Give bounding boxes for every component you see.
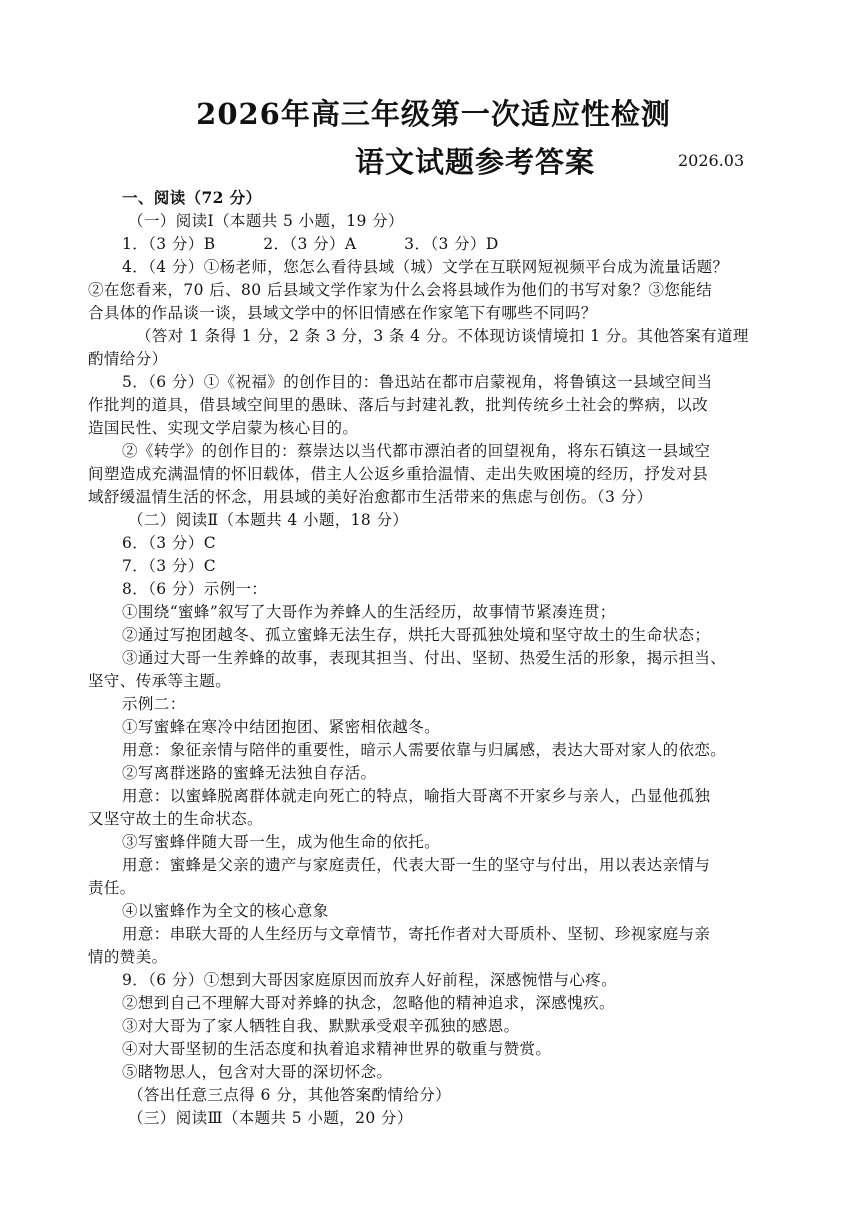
answer-line-q8: 责任。 (88, 879, 136, 897)
answer-line-q8: 示例二： (122, 695, 186, 713)
answer-line-q5: 造国民性、实现文学启蒙为核心目的。 (88, 419, 359, 437)
answer-line-q8: ②通过写抱团越冬、孤立蜜蜂无法生存，烘托大哥孤独处境和坚守故土的生命状态； (122, 626, 711, 644)
answer-line-q8: ③通过大哥一生养蜂的故事，表现其担当、付出、坚韧、热爱生活的形象，揭示担当、 (122, 649, 727, 667)
answer-line-q9: ②想到自己不理解大哥对养蜂的执念，忽略他的精神追求，深感愧疚。 (122, 994, 615, 1012)
answer-line-q8: 又坚守故土的生命状态。 (88, 810, 263, 828)
answer-line-q5: 作批判的道具，借县域空间里的愚昧、落后与封建礼教，批判传统乡土社会的弊病，以改 (88, 396, 709, 414)
answer-line-q9: ④对大哥坚韧的生活态度和执着追求精神世界的敬重与赞赏。 (122, 1040, 552, 1058)
answer-line-q9: 9．（6 分）①想到大哥因家庭原因而放弃人好前程，深感惋惜与心疼。 (122, 971, 618, 989)
answer-line-q6: 6．（3 分）C (122, 534, 216, 552)
answer-line-q5: 域舒缓温情生活的怀念，用县域的美好治愈都市生活带来的焦虑与创伤。（3 分） (88, 488, 653, 506)
answer-line-q8: 用意：象征亲情与陪伴的重要性，暗示人需要依靠与归属感，表达大哥对家人的依恋。 (122, 741, 727, 759)
answer-line-q1-3: 1．（3 分）B 2．（3 分）A 3．（3 分）D (122, 235, 499, 253)
answer-line-q8: 用意：以蜜蜂脱离群体就走向死亡的特点，喻指大哥离不开家乡与亲人，凸显他孤独 (122, 787, 711, 805)
scoring-note: （答对 1 条得 1 分，2 条 3 分，3 条 4 分。不体现访谈情境扣 1 分。其他答案有道理 (136, 327, 749, 345)
answer-line-q4: 4．（4 分）①杨老师，您怎么看待县域（城）文学在互联网短视频平台成为流量话题？ (122, 258, 729, 276)
section-heading-reading: 一、阅读（72 分） (122, 188, 262, 207)
subsection-heading-reading-3: （三）阅读Ⅲ（本题共 5 小题，20 分） (128, 1109, 413, 1127)
answer-line-q8: ③写蜜蜂伴随大哥一生，成为他生命的依托。 (122, 833, 441, 851)
subsection-heading-reading-2: （二）阅读Ⅱ（本题共 4 小题，18 分） (128, 511, 409, 529)
answer-line-q9: ⑤睹物思人，包含对大哥的深切怀念。 (122, 1063, 393, 1081)
page-title: 2026年高三年级第一次适应性检测 (196, 97, 671, 131)
answer-line-q5: ②《转学》的创作目的：蔡崇达以当代都市漂泊者的回望视角，将东石镇这一县域空 (122, 442, 711, 460)
answer-line-q8: ②写离群迷路的蜜蜂无法独自存活。 (122, 764, 377, 782)
answer-line-q7: 7．（3 分）C (122, 557, 216, 575)
scoring-note: 酌情给分） (88, 350, 168, 368)
answer-line-q8: ④以蜜蜂作为全文的核心意象 (122, 902, 329, 920)
page-subtitle: 语文试题参考答案 (355, 145, 596, 179)
answer-line-q8: ①围绕“蜜蜂”叙写了大哥作为养蜂人的生活经历，故事情节紧凑连贯； (122, 603, 616, 621)
answer-line-q8: 用意：串联大哥的人生经历与文章情节，寄托作者对大哥质朴、坚韧、珍视家庭与亲 (122, 925, 711, 943)
answer-line-q8: 8．（6 分）示例一： (122, 580, 268, 598)
answer-line-q4: 合具体的作品谈一谈，县域文学中的怀旧情感在作家笔下有哪些不同吗？ (88, 304, 597, 322)
answer-line-q5: 间塑造成充满温情的怀旧载体，借主人公返乡重拾温情、走出失败困境的经历，抒发对县 (88, 465, 709, 483)
answer-line-q8: 用意：蜜蜂是父亲的遗产与家庭责任，代表大哥一生的坚守与付出，用以表达亲情与 (122, 856, 711, 874)
answer-line-q9: ③对大哥为了家人牺牲自我、默默承受艰辛孤独的感恩。 (122, 1017, 520, 1035)
answer-line-q5: 5．（6 分）①《祝福》的创作目的：鲁迅站在都市启蒙视角，将鲁镇这一县域空间当 (122, 373, 713, 391)
subsection-heading-reading-1: （一）阅读Ⅰ（本题共 5 小题，19 分） (128, 212, 404, 230)
document-date: 2026.03 (678, 151, 745, 170)
answer-line-q4: ②在您看来，70 后、80 后县域文学作家为什么会将县域作为他们的书写对象？③您能结 (88, 281, 713, 299)
answer-line-q8: 坚守、传承等主题。 (88, 672, 232, 690)
answer-line-q8: 情的赞美。 (88, 948, 168, 966)
scoring-note: （答出任意三点得 6 分，其他答案酌情给分） (128, 1086, 452, 1104)
answer-line-q8: ①写蜜蜂在寒冷中结团抱团、紧密相依越冬。 (122, 718, 441, 736)
